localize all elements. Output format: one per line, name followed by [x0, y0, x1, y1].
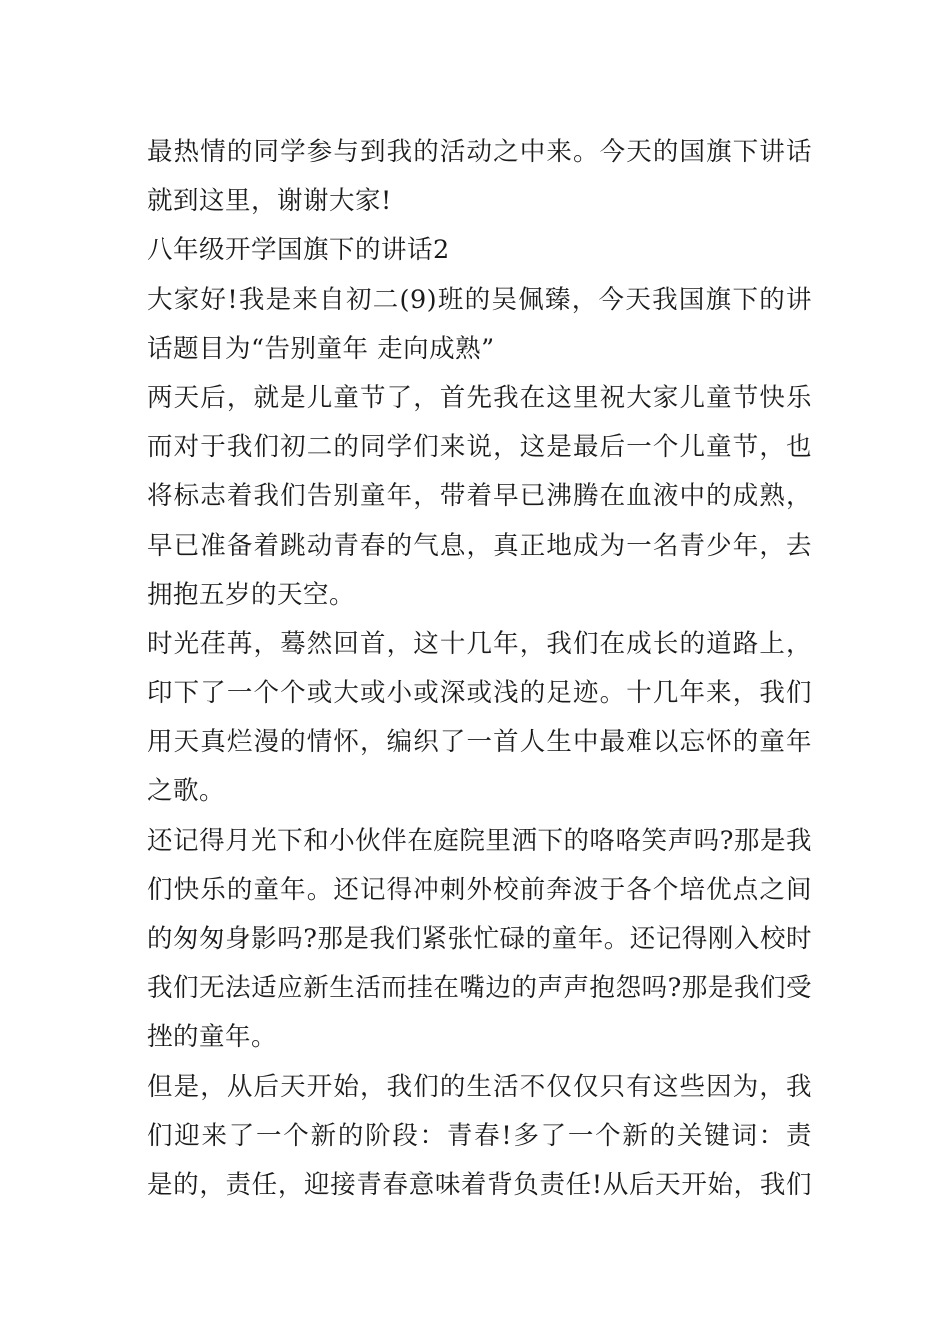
text-line: 八年级开学国旗下的讲话2 [147, 235, 450, 266]
text-line: 挫的童年。 [147, 1022, 278, 1053]
text-line: 拥抱五岁的天空。 [147, 579, 356, 610]
text-line: 时光荏苒，蓦然回首，这十几年，我们在成长的道路上， [147, 628, 812, 659]
text-line: 用天真烂漫的情怀，编织了一首人生中最难以忘怀的童年 [147, 727, 812, 758]
document-body-text [147, 128, 812, 1210]
text-line: 但是，从后天开始，我们的生活不仅仅只有这些因为，我 [147, 1071, 812, 1102]
text-line: 是的，责任，迎接青春意味着背负责任!从后天开始，我们 [147, 1169, 812, 1200]
text-line: 们迎来了一个新的阶段：青春!多了一个新的关键词：责 [147, 1120, 812, 1151]
text-line: 而对于我们初二的同学们来说，这是最后一个儿童节，也 [147, 432, 812, 463]
text-line: 就到这里，谢谢大家! [147, 186, 392, 217]
text-line: 还记得月光下和小伙伴在庭院里洒下的咯咯笑声吗?那是我 [147, 825, 812, 856]
text-line: 大家好!我是来自初二(9)班的吴佩臻，今天我国旗下的讲 [147, 284, 812, 315]
text-line: 的匆匆身影吗?那是我们紧张忙碌的童年。还记得刚入校时 [147, 924, 812, 954]
text-line: 两天后，就是儿童节了，首先我在这里祝大家儿童节快乐 [147, 382, 812, 413]
text-line: 印下了一个个或大或小或深或浅的足迹。十几年来，我们 [147, 678, 812, 709]
text-line: 最热情的同学参与到我的活动之中来。今天的国旗下讲话 [147, 137, 812, 167]
text-line: 话题目为“告别童年 走向成熟” [147, 333, 495, 364]
text-line: 将标志着我们告别童年，带着早已沸腾在血液中的成熟， [147, 481, 812, 512]
text-line: 们快乐的童年。还记得冲刺外校前奔波于各个培优点之间 [147, 874, 812, 905]
text-line: 早已准备着跳动青春的气息，真正地成为一名青少年，去 [147, 530, 812, 561]
text-line: 之歌。 [147, 776, 226, 807]
text-line: 我们无法适应新生活而挂在嘴边的声声抱怨吗?那是我们受 [147, 973, 812, 1004]
